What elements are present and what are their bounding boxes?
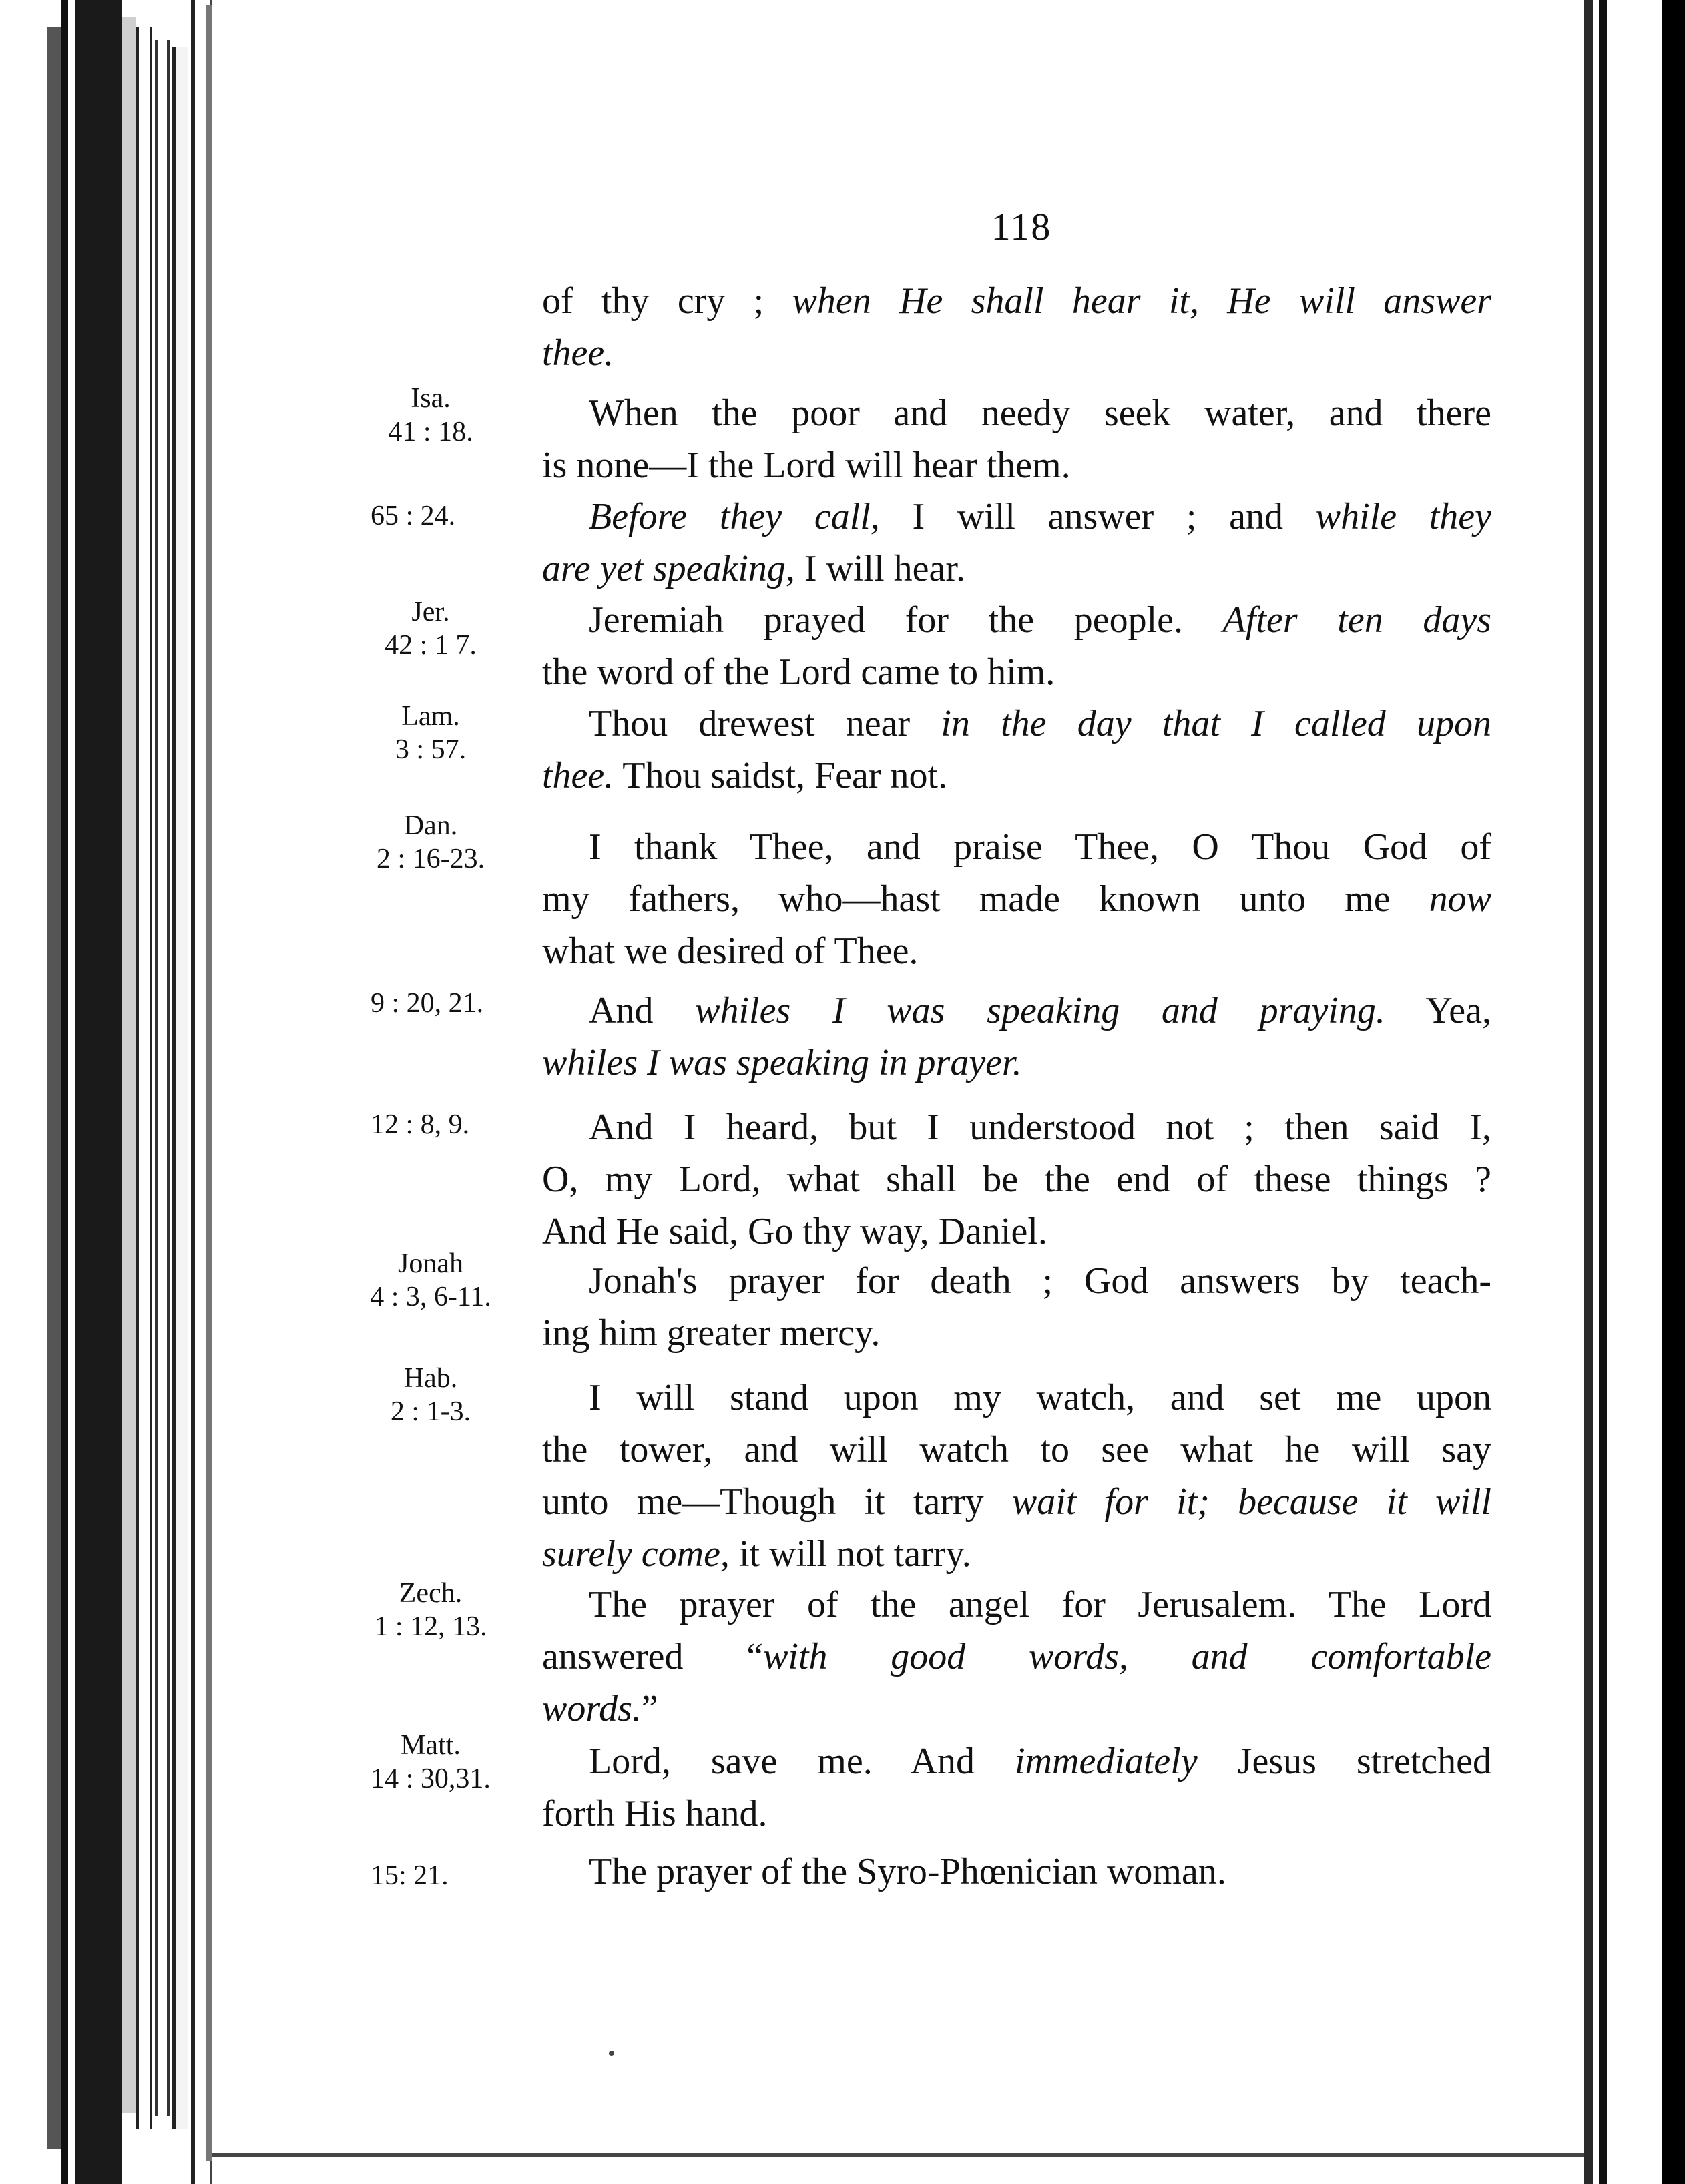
italic-text: thee. xyxy=(542,755,614,796)
reference-verse: 9 : 20, 21. xyxy=(371,988,484,1019)
reference-verse: 14 : 30,31. xyxy=(371,1763,491,1794)
text-line xyxy=(542,925,1491,977)
book-edge xyxy=(155,40,170,2116)
text-line xyxy=(542,873,1491,925)
text-run: Jeremiah prayed for the people. xyxy=(589,599,1223,641)
page-bottom-edge xyxy=(212,2153,1584,2157)
text-line xyxy=(542,1579,1491,1631)
reference-book: Hab. xyxy=(403,1363,458,1394)
reference-verse: 42 : 1 7. xyxy=(385,630,477,661)
text-line xyxy=(542,1153,1491,1205)
italic-text: while they xyxy=(1315,496,1491,537)
facing-page-edge xyxy=(1662,0,1685,2184)
text-line xyxy=(542,646,1491,698)
text-run: I will hear. xyxy=(794,548,965,589)
text-line xyxy=(542,1037,1491,1089)
entry-text xyxy=(542,275,1491,379)
italic-text: Before they call, xyxy=(589,496,880,537)
facing-page-edge xyxy=(1599,0,1607,2184)
page-number: 118 xyxy=(991,205,1052,248)
book-edge xyxy=(75,0,122,2184)
margin-reference xyxy=(371,987,537,1020)
text-line xyxy=(542,698,1491,750)
text-line xyxy=(542,594,1491,646)
text-line xyxy=(542,327,1491,379)
entry-text xyxy=(542,821,1491,977)
italic-text: are yet speaking, xyxy=(542,548,795,589)
text-line xyxy=(542,543,1491,595)
text-run: it will not tarry. xyxy=(729,1533,971,1575)
reference-book: Zech. xyxy=(399,1578,463,1609)
margin-reference xyxy=(347,1729,514,1796)
margin-reference xyxy=(347,809,514,876)
reference-book: Jonah xyxy=(398,1248,463,1279)
reference-book: Dan. xyxy=(403,810,458,841)
italic-text: whiles I was speaking and praying. xyxy=(695,990,1385,1031)
book-edge xyxy=(47,27,61,2149)
book-edge xyxy=(206,5,212,2161)
reference-book: Lam. xyxy=(401,701,460,732)
text-run: Yea, xyxy=(1385,990,1491,1031)
text-line xyxy=(542,1476,1491,1528)
reference-verse: 3 : 57. xyxy=(395,734,467,765)
italic-text: After ten days xyxy=(1222,599,1491,641)
margin-reference xyxy=(347,1362,514,1428)
text-line xyxy=(542,491,1491,543)
italic-text: when He shall hear it, He will answer xyxy=(792,280,1491,322)
italic-text: immediately xyxy=(1015,1741,1198,1782)
italic-text: surely come, xyxy=(542,1533,730,1575)
margin-reference xyxy=(371,499,537,533)
text-line xyxy=(542,1424,1491,1476)
italic-text: thee. xyxy=(542,332,614,374)
print-speck xyxy=(609,2051,614,2056)
text-run: O, my Lord, what shall be the end of these things ? xyxy=(542,1159,1491,1200)
text-run: And He said, Go thy way, Daniel. xyxy=(542,1211,1047,1252)
text-line xyxy=(542,1528,1491,1580)
text-run: Thou saidst, Fear not. xyxy=(614,755,948,796)
text-run: When the poor and needy seek water, and there xyxy=(589,392,1491,434)
book-edge xyxy=(172,47,188,2129)
text-line xyxy=(542,1735,1491,1788)
entry-text xyxy=(542,985,1491,1089)
text-run: ing him greater mercy. xyxy=(542,1312,881,1354)
text-run: my fathers, who—hast made known unto me xyxy=(542,878,1429,920)
text-run: forth His hand. xyxy=(542,1793,768,1834)
reference-verse: 4 : 3, 6-11. xyxy=(370,1282,491,1312)
margin-reference xyxy=(347,595,514,662)
italic-text: now xyxy=(1429,878,1491,920)
text-line xyxy=(542,1683,1491,1735)
text-line xyxy=(542,1255,1491,1307)
entry-text xyxy=(542,594,1491,698)
text-line xyxy=(542,985,1491,1037)
margin-reference xyxy=(347,700,514,766)
margin-reference xyxy=(371,1859,537,1892)
reference-verse: 12 : 8, 9. xyxy=(371,1109,470,1140)
text-run: The prayer of the Syro-Phœnician woman. xyxy=(589,1851,1226,1892)
text-line xyxy=(542,750,1491,802)
text-line xyxy=(542,1205,1491,1258)
entry-text xyxy=(542,1735,1491,1840)
entry-text xyxy=(542,491,1491,595)
text-line xyxy=(542,1372,1491,1424)
book-edge xyxy=(122,17,136,2113)
text-run: what we desired of Thee. xyxy=(542,930,919,972)
text-run: And xyxy=(589,990,696,1031)
text-run: ” xyxy=(641,1688,658,1729)
entry-text xyxy=(542,698,1491,802)
text-run: answered “ xyxy=(542,1636,764,1677)
margin-reference xyxy=(347,382,514,449)
text-run: Jesus stretched xyxy=(1197,1741,1492,1782)
entry-text xyxy=(542,387,1491,491)
text-run: unto me—Though it tarry xyxy=(542,1481,1012,1523)
reference-verse: 1 : 12, 13. xyxy=(374,1611,487,1642)
book-edge xyxy=(61,0,68,2184)
text-run: The prayer of the angel for Jerusalem. The Lord xyxy=(589,1584,1491,1625)
text-run: of thy cry ; xyxy=(542,280,792,322)
text-run: I thank Thee, and praise Thee, O Thou God of xyxy=(589,826,1491,868)
text-run: Jonah's prayer for death ; God answers by teach- xyxy=(589,1260,1491,1302)
entry-text xyxy=(542,1372,1491,1580)
text-run: is none—I the Lord will hear them. xyxy=(542,445,1071,486)
text-run: Thou drewest near xyxy=(589,703,941,744)
text-line xyxy=(542,821,1491,873)
entry-text xyxy=(542,1101,1491,1258)
entry-text xyxy=(542,1846,1491,1898)
entry-text xyxy=(542,1579,1491,1735)
text-run: I will answer ; and xyxy=(879,496,1316,537)
facing-page-edge xyxy=(1584,0,1593,2184)
text-run: And I heard, but I understood not ; then said I, xyxy=(589,1107,1491,1148)
book-edge xyxy=(136,27,152,2129)
italic-text: in the day that I called upon xyxy=(941,703,1492,744)
text-run: the word of the Lord came to him. xyxy=(542,651,1055,693)
text-run: Lord, save me. And xyxy=(589,1741,1015,1782)
margin-reference xyxy=(371,1108,537,1141)
text-line xyxy=(542,275,1491,327)
reference-book: Jer. xyxy=(411,597,450,627)
text-run: the tower, and will watch to see what he will say xyxy=(542,1429,1491,1470)
italic-text: with good words, and comfortable xyxy=(763,1636,1491,1677)
reference-verse: 2 : 16-23. xyxy=(376,844,485,874)
italic-text: words. xyxy=(542,1688,642,1729)
reference-verse: 41 : 18. xyxy=(388,417,473,447)
text-run: I will stand upon my watch, and set me upon xyxy=(589,1377,1491,1418)
margin-reference xyxy=(347,1247,514,1314)
entry-text xyxy=(542,1255,1491,1359)
italic-text: wait for it; because it will xyxy=(1011,1481,1491,1523)
italic-text: whiles I was speaking in prayer. xyxy=(542,1042,1022,1083)
text-line xyxy=(542,1788,1491,1840)
reference-verse: 2 : 1-3. xyxy=(390,1396,471,1427)
text-line xyxy=(542,1846,1491,1898)
reference-verse: 15: 21. xyxy=(371,1860,449,1891)
text-line xyxy=(542,1101,1491,1153)
text-line xyxy=(542,1631,1491,1683)
reference-book: Isa. xyxy=(411,383,451,414)
text-line xyxy=(542,387,1491,439)
margin-reference xyxy=(347,1577,514,1643)
text-line xyxy=(542,1307,1491,1359)
reference-verse: 65 : 24. xyxy=(371,501,456,531)
text-line xyxy=(542,439,1491,491)
reference-book: Matt. xyxy=(401,1730,461,1761)
